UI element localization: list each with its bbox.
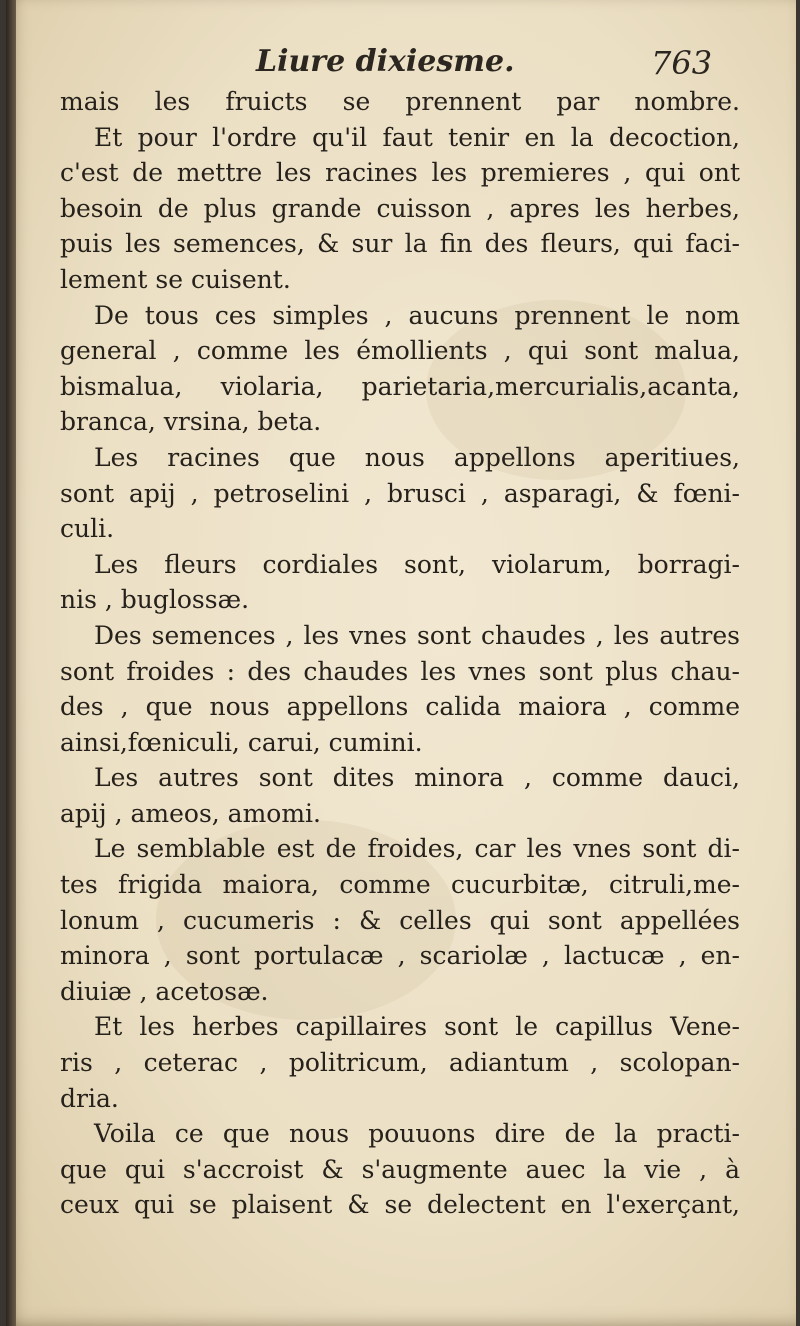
text-line: nis , buglossæ. bbox=[60, 585, 250, 615]
text-line: branca, vrsina, beta. bbox=[60, 407, 322, 437]
text-line: diuiæ , acetosæ. bbox=[60, 976, 269, 1006]
text-line: Voila ce que nous pouuons dire de la practi- bbox=[94, 1119, 740, 1149]
text-line: besoin de plus grande cuisson , apres les herbes, bbox=[60, 193, 740, 223]
text-line: general , comme les émollients , qui sont malua, bbox=[60, 336, 740, 366]
text-line: tes frigida maiora, comme cucurbitæ, citruli,me- bbox=[60, 870, 740, 900]
text-line: culi. bbox=[60, 514, 115, 544]
text-line: Les fleurs cordiales sont, violarum, borragi- bbox=[94, 549, 740, 579]
text-line: minora , sont portulacæ , scariolæ , lactucæ , en- bbox=[60, 941, 740, 971]
text-line: Et les herbes capillaires sont le capillus Vene- bbox=[94, 1012, 740, 1042]
text-line: des , que nous appellons calida maiora , comme bbox=[60, 692, 740, 722]
text-line: ris , ceterac , politricum, adiantum , scolopan- bbox=[60, 1048, 740, 1078]
text-line: Les autres sont dites minora , comme dauci, bbox=[94, 763, 740, 793]
text-line: De tous ces simples , aucuns prennent le nom bbox=[94, 300, 740, 330]
page-binding-edge bbox=[6, 0, 16, 1326]
page-number: 763 bbox=[651, 44, 713, 82]
text-line: mais les fruicts se prennent par nombre. bbox=[60, 87, 740, 116]
text-line: lement se cuisent. bbox=[60, 264, 291, 294]
body-text bbox=[60, 84, 740, 1223]
text-line: ainsi,fœniculi, carui, cumini. bbox=[60, 727, 423, 757]
text-line: Le semblable est de froides, car les vnes sont di- bbox=[94, 834, 740, 864]
text-line: Et pour l'ordre qu'il faut tenir en la decoction, bbox=[94, 122, 740, 152]
text-line: ceux qui se plaisent & se delectent en l'exerçant, bbox=[60, 1190, 740, 1220]
text-line: sont apij , petroselini , brusci , asparagi, & fœni- bbox=[60, 478, 740, 508]
text-line: Les racines que nous appellons aperitiues, bbox=[94, 442, 740, 472]
text-line: bismalua, violaria, parietaria,mercurialis,acanta, bbox=[60, 371, 740, 401]
text-line: sont froides : des chaudes les vnes sont plus chau- bbox=[60, 656, 740, 686]
text-line: que qui s'accroist & s'augmente auec la vie , à bbox=[60, 1154, 740, 1184]
book-page bbox=[6, 0, 796, 1326]
text-line: lonum , cucumeris : & celles qui sont appellées bbox=[60, 905, 740, 935]
running-title: Liure dixiesme. bbox=[256, 44, 515, 79]
text-line: Des semences , les vnes sont chaudes , les autres bbox=[94, 620, 740, 650]
text-line: c'est de mettre les racines les premieres , qui ont bbox=[60, 158, 740, 188]
text-line: puis les semences, & sur la fin des fleurs, qui faci- bbox=[60, 229, 740, 259]
text-line: dria. bbox=[60, 1083, 119, 1113]
text-line: apij , ameos, amomi. bbox=[60, 798, 321, 828]
